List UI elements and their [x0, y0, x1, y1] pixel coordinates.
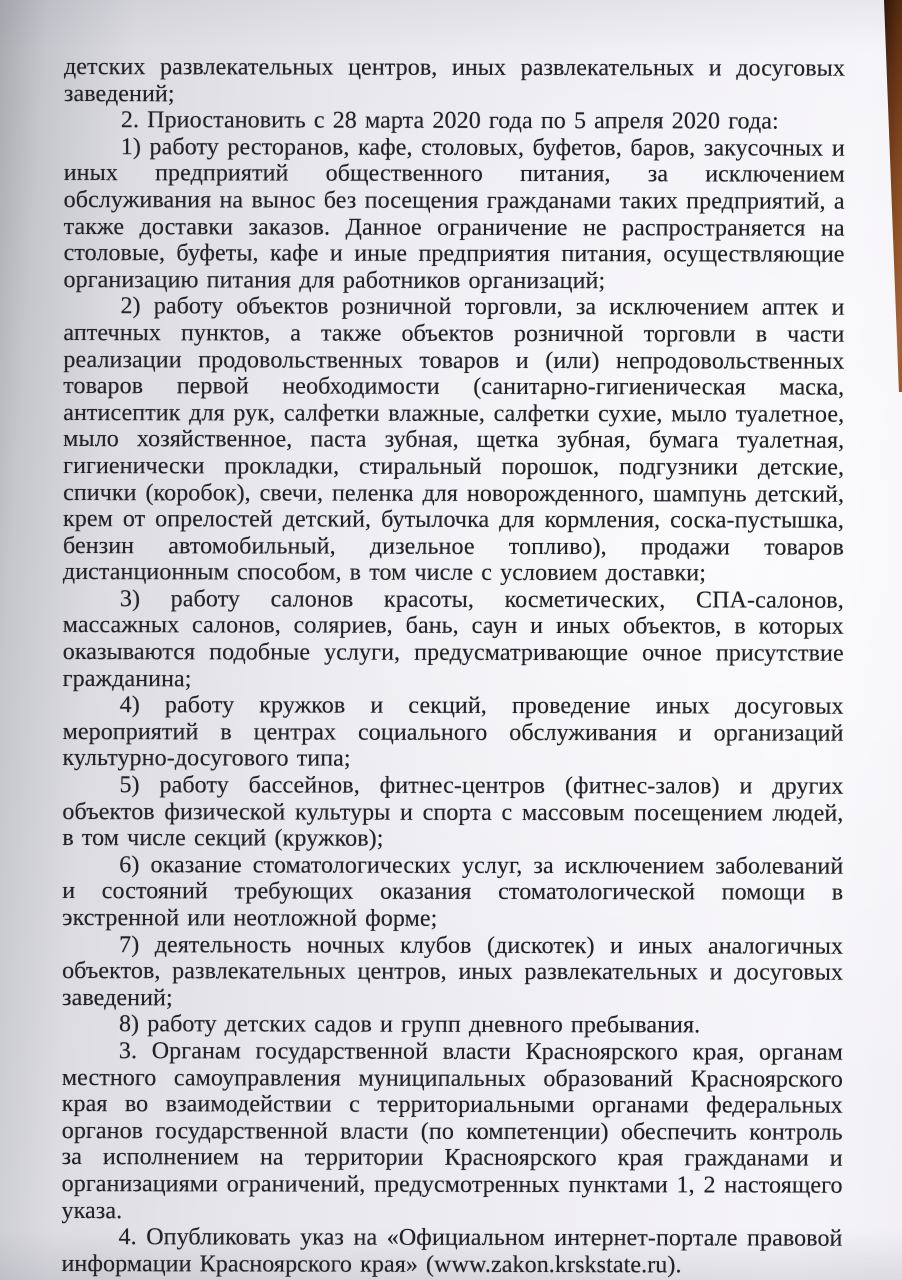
para-sub-2: 2) работу объектов розничной торговли, за исключением аптек и аптечных пунктов, а также объектов розничной торговли в части реализации продовольственных товаров и (или) непродовольственных товаров первой необходимости (санитарно-гигиеническая маска, антисептик для рук, салфетки влажные, салфетки сухие, мыло туалетное, мыло хозяйственное, паста зубная, щетка зубная, бумага туалетная, гигиенически прокладки, стиральный порошок, подгузники детские, спички (коробок), свечи, пеленка для новорожденного, шампунь детский, крем от опрелостей детский, бутылочка для кормления, соска-пустышка, бензин автомобильный, дизельное топливо), продажи товаров дистанционным способом, в том числе с условием доставки; [62, 293, 845, 587]
table-edge [884, 0, 902, 392]
para-sub-3: 3) работу салонов красоты, косметических, СПА-салонов, массажных салонов, соляриев, бань, саун и иных объектов, в которых оказываются подобные услуги, предусматривающие очное присутствие гражданина; [62, 585, 844, 692]
para-sub-1: 1) работу ресторанов, кафе, столовых, буфетов, баров, закусочных и иных предприятий общественного питания, за исключением обслуживания на вынос без посещения гражданами таких предприятий, а также доставки заказов. Данное ограничение не распространяется на столовые, буфеты, кафе и иные предприятия питания, осуществляющие организацию питания для работников организаций; [63, 133, 845, 294]
para-sub-6: 6) оказание стоматологических услуг, за исключением заболеваний и состояний требующих оказания стоматологической помощи в экстренной или неотложной форме; [62, 851, 844, 932]
para-point-4: 4. Опубликовать указ на «Официальном интернет-портале правовой информации Красноярского края» (www.zakon.krskstate.ru). [61, 1224, 843, 1279]
para-sub-4: 4) работу кружков и секций, проведение иных досуговых мероприятий в центрах социального обслуживания и организаций культурно-досугового типа; [62, 692, 844, 773]
para-sub-8: 8) работу детских садов и групп дневного пребывания. [118, 1011, 701, 1039]
para-sub-5: 5) работу бассейнов, фитнес-центров (фитнес-залов) и других объектов физической культуры и спорта с массовым посещением людей, в том числе секций (кружков); [62, 772, 844, 852]
document-text [61, 54, 845, 1279]
para-point-3: 3. Органам государственной власти Красноярского края, органам местного самоуправления муниципальных образований Красноярского края во взаимодействии с территориальными органами федеральных органов государственной власти (по компетенции) обеспечить контроль за исполнением на территории Красноярского края гражданами и организациями ограничений, предусмотренных пунктами 1, 2 настоящего указа. [61, 1038, 843, 1224]
para-point-2: 2. Приостановить с 28 марта 2020 года по 5 апреля 2020 года: [120, 107, 779, 135]
para-sub-7: 7) деятельность ночных клубов (дискотек) и иных аналогичных объектов, развлекательных центров, иных развлекательных и досуговых заведений; [61, 931, 844, 1012]
para-continuation: детских развлекательных центров, иных развлекательных и досуговых заведений; [63, 54, 845, 107]
